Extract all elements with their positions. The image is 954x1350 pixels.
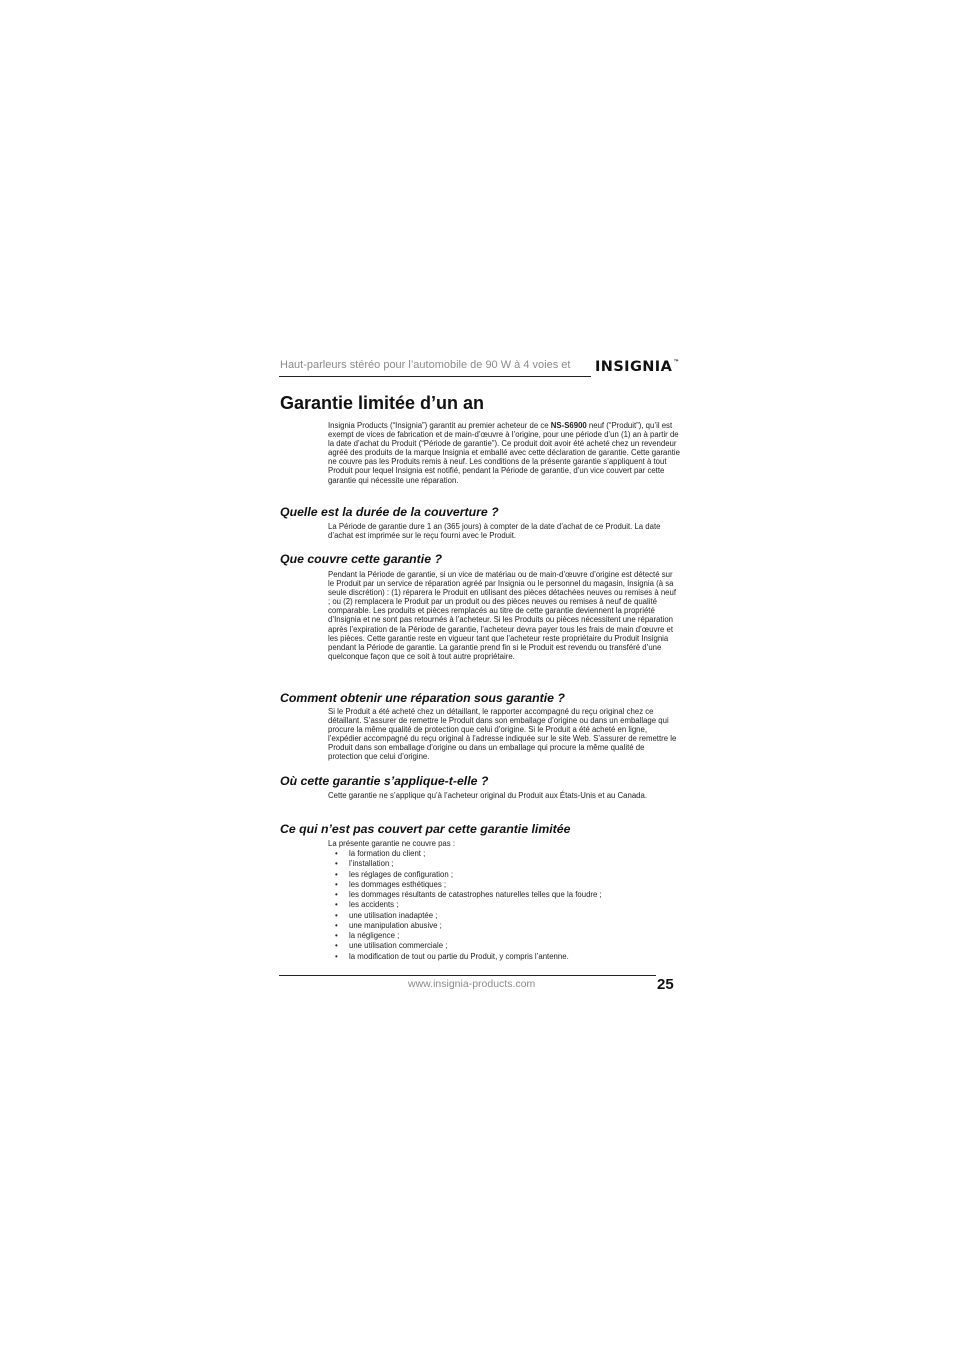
- page-title: Garantie limitée d’un an: [280, 393, 485, 413]
- exclusions-list: [328, 849, 668, 962]
- insignia-logo: [595, 359, 680, 375]
- section-heading-duration: Quelle est la durée de la couverture ?: [280, 505, 499, 519]
- page-number: 25: [657, 976, 674, 993]
- list-item: • les accidents ;: [328, 900, 668, 910]
- list-item: • les réglages de configuration ;: [328, 870, 668, 880]
- intro-text-before-model: Insignia Products (“Insignia”) garantit au premier acheteur de ce: [328, 421, 551, 430]
- section-text-duration: La Période de garantie dure 1 an (365 jours) à compter de la date d’achat de ce Produit. La date d’achat est imprimée sur le reçu fourni avec le Produit.: [328, 522, 661, 541]
- footer-url: www.insignia-products.com: [408, 978, 536, 990]
- list-item: • les dommages esthétiques ;: [328, 880, 668, 890]
- section-heading-exclusions: Ce qui n’est pas couvert par cette garantie limitée: [280, 822, 571, 836]
- list-item: • la modification de tout ou partie du Produit, y compris l’antenne.: [328, 952, 668, 962]
- section-heading-repair: Comment obtenir une réparation sous garantie ?: [280, 691, 565, 705]
- running-header: Haut-parleurs stéréo pour l’automobile de 90 W à 4 voies et: [280, 359, 571, 371]
- list-item: • une utilisation inadaptée ;: [328, 911, 668, 921]
- list-item: • l’installation ;: [328, 859, 668, 869]
- list-item: • la formation du client ;: [328, 849, 668, 859]
- section-text-repair: Si le Produit a été acheté chez un détaillant, le rapporter accompagné du reçu original chez ce détaillant. S’assurer de remettre le Produit dans son emballage d’origine ou dans un emballage qui procure la même qualité de protection que celui d’origine. Si le Produit a été acheté en ligne, l’expédier accompagné du reçu original à l’adresse indiquée sur le site Web. S’assurer de remettre le Produit dans son emballage d’origine ou dans un emballage qui procure la même qualité de protection que celui d’origine.: [328, 707, 677, 762]
- trademark-mark: ™: [673, 359, 680, 366]
- model-number: NS-S6900: [550, 421, 587, 430]
- section-heading-region: Où cette garantie s’applique-t-elle ?: [280, 774, 489, 788]
- intro-paragraph: [328, 421, 680, 485]
- section-text-region: Cette garantie ne s’applique qu’à l’acheteur original du Produit aux États-Unis et au Canada.: [328, 791, 648, 800]
- list-item: • une manipulation abusive ;: [328, 921, 668, 931]
- list-item: • une utilisation commerciale ;: [328, 941, 668, 951]
- logo-text: INSIGNIA: [595, 359, 673, 375]
- list-item: • les dommages résultants de catastrophes naturelles telles que la foudre ;: [328, 890, 668, 900]
- intro-text-after-model: neuf (“Produit”), qu’il est exempt de vices de fabrication et de main-d’œuvre à l’origine, pour une période d’un (1) an à partir de la date d’achat du Produit (“Période de garantie”). Ce produit doit avoir été acheté chez un revendeur agréé des produits de la marque Insignia et emballé avec cette déclaration de garantie. Cette garantie ne couvre pas les Produits remis à neuf. Les conditions de la présente garantie s’appliquent à tout Produit pour lequel Insignia est notifié, pendant la Période de garantie, d’un vice couvert par cette garantie qui nécessite une réparation.: [328, 421, 680, 485]
- section-text-exclusions-intro: La présente garantie ne couvre pas :: [328, 839, 456, 848]
- footer-rule: [279, 975, 656, 976]
- list-item: • la négligence ;: [328, 931, 668, 941]
- header-rule: [279, 376, 591, 377]
- section-heading-coverage: Que couvre cette garantie ?: [280, 552, 442, 566]
- section-text-coverage: Pendant la Période de garantie, si un vice de matériau ou de main-d’œuvre d’origine est détecté sur le Produit par un service de réparation agréé par Insignia ou le personnel du magasin, Insignia (à sa seule discrétion) : (1) réparera le Produit en utilisant des pièces détachées neuves ou remises à neuf ; ou (2) remplacera le Produit par un produit ou des pièces neuves ou remises à neuf de qualité comparable. Les produits et pièces remplacés au titre de cette garantie deviennent la propriété d’Insignia et ne sont pas retournés à l’acheteur. Si les Produits ou pièces nécessitent une réparation après l’expiration de la Période de garantie, l’acheteur devra payer tous les frais de main d’œuvre et les pièces. Cette garantie reste en vigueur tant que l’acheteur reste propriétaire du Produit Insignia pendant la Période de garantie. La garantie prend fin si le Produit est revendu ou transféré d’une quelconque façon que ce soit à tout autre propriétaire.: [328, 570, 677, 661]
